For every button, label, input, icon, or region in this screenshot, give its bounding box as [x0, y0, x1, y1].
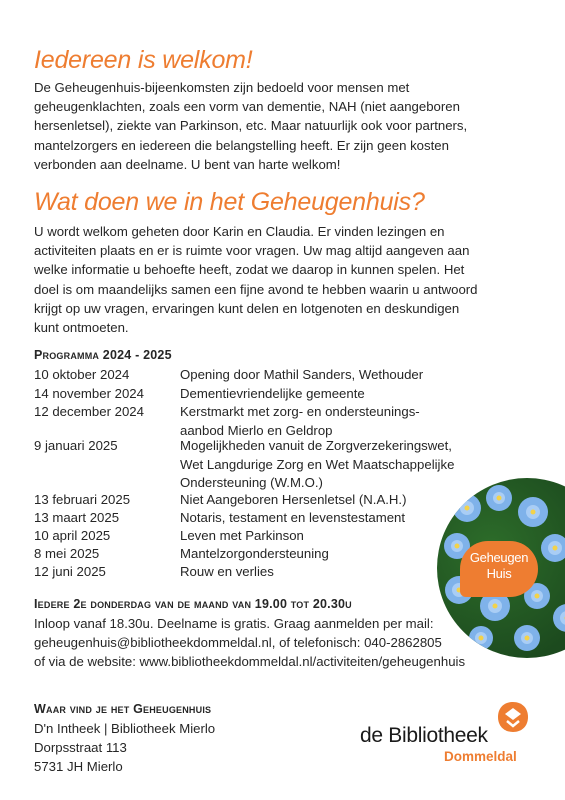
programme-heading: Programma 2024 - 2025	[34, 348, 172, 362]
location-heading: Waar vind je het Geheugenhuis	[34, 702, 212, 716]
programme-date: 10 april 2025	[34, 528, 111, 543]
programme-date: 9 januari 2025	[34, 438, 118, 453]
what-line: activiteiten plaats en er is ruimte voor vragen. Uw mag altijd aangeven aan	[34, 243, 470, 259]
programme-topic: Rouw en verlies	[180, 564, 274, 579]
location-line: 5731 JH Mierlo	[34, 759, 123, 774]
location-line: Dorpsstraat 113	[34, 740, 127, 755]
programme-topic-line: Wet Langdurige Zorg en Wet Maatschappelijke	[180, 456, 455, 472]
schedule-line: geheugenhuis@bibliotheekdommeldal.nl, of telefonisch: 040-2862805	[34, 635, 442, 650]
programme-date: 13 februari 2025	[34, 492, 131, 507]
what-line: doel is om maandelijks samen een fijne avond te hebben waarin u antwoord	[34, 281, 478, 297]
schedule-line: of via de website: www.bibliotheekdommeldal.nl/activiteiten/geheugenhuis	[34, 654, 466, 669]
bibliotheek-logo-name: de Bibliotheek	[360, 724, 488, 747]
programme-date: 8 mei 2025	[34, 546, 100, 561]
location-line: D'n Intheek | Bibliotheek Mierlo	[34, 721, 216, 736]
programme-date: 13 maart 2025	[34, 510, 120, 525]
programme-date: 12 juni 2025	[34, 564, 106, 579]
what-line: krijgt op uw vragen, ervaringen kunt delen en lotgenoten en deskundigen	[34, 300, 460, 316]
programme-date: 10 oktober 2024	[34, 367, 130, 382]
programme-date: 12 december 2024	[34, 404, 144, 419]
programme-topic	[180, 403, 470, 440]
what-title: Wat doen we in het Geheugenhuis?	[34, 188, 425, 216]
programme-topic	[180, 437, 470, 493]
programme-topic: Leven met Parkinson	[180, 528, 304, 543]
what-line: welke informatie u behoefte heeft, zodat we daarop in kunnen spelen. Het	[34, 262, 465, 278]
what-line: U wordt welkom geheten door Karin en Claudia. Er vinden lezingen en	[34, 224, 445, 239]
welcome-paragraph	[34, 78, 539, 174]
bibliotheek-logo-icon	[496, 700, 530, 734]
programme-topic: Mantelzorgondersteuning	[180, 546, 329, 561]
programme-topic-line: Ondersteuning (W.M.O.)	[180, 475, 323, 490]
programme-topic-line: Mogelijkheden vanuit de Zorgverzekeringswet,	[180, 438, 452, 453]
programme-topic: Notaris, testament en levenstestament	[180, 510, 406, 525]
programme-topic: Opening door Mathil Sanders, Wethouder	[180, 367, 424, 382]
schedule-line: Inloop vanaf 18.30u. Deelname is gratis. Graag aanmelden per mail:	[34, 616, 434, 631]
welcome-title: Iedereen is welkom!	[34, 46, 253, 74]
welcome-line: mantelzorgers en iedereen die belangstelling heeft. Er zijn geen kosten	[34, 137, 449, 153]
programme-topic-line: Kerstmarkt met zorg- en ondersteunings-	[180, 404, 420, 419]
programme-topic: Niet Aangeboren Hersenletsel (N.A.H.)	[180, 492, 407, 507]
welcome-line: hersenletsel), ziekte van Parkinson, etc. Maar natuurlijk ook voor partners,	[34, 118, 468, 134]
schedule-heading: Iedere 2e donderdag van de maand van 19.00 tot 20.30u	[34, 597, 352, 611]
programme-topic-line: aanbod Mierlo en Geldrop	[180, 422, 333, 438]
welcome-line: geheugenklachten, zoals een vorm van dementie, NAH (niet aangeboren	[34, 99, 460, 115]
programme-date: 14 november 2024	[34, 386, 144, 401]
what-line: kunt ontmoeten.	[34, 320, 129, 336]
bibliotheek-logo-sub: Dommeldal	[444, 749, 517, 764]
welcome-line: De Geheugenhuis-bijeenkomsten zijn bedoeld voor mensen met	[34, 80, 410, 95]
geheugenhuis-badge	[460, 541, 538, 597]
badge-line: Huis	[486, 566, 512, 581]
badge-line: Geheugen	[469, 550, 529, 565]
welcome-line: verbonden aan deelname. U bent van harte welkom!	[34, 156, 341, 172]
programme-topic: Dementievriendelijke gemeente	[180, 386, 365, 401]
what-paragraph	[34, 222, 539, 337]
